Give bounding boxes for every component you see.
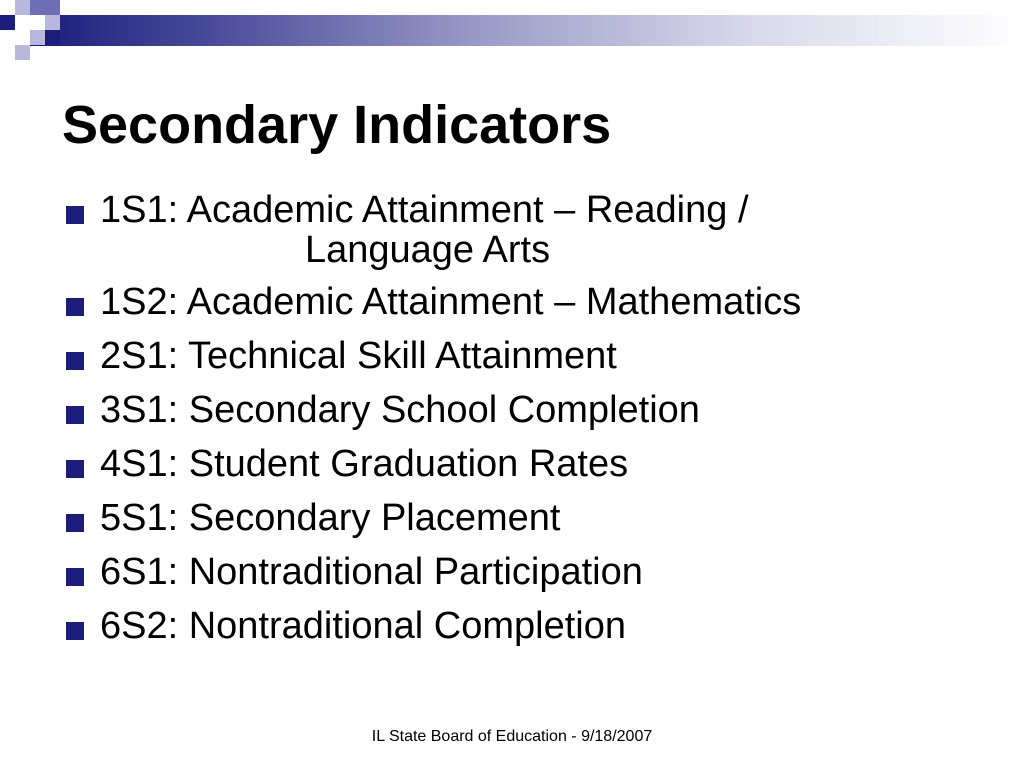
square-bullet-icon: [66, 206, 84, 224]
checker-square: [45, 15, 60, 30]
square-bullet-icon: [66, 568, 84, 586]
checker-square: [15, 45, 30, 60]
list-item-text: 5S1: Secondary Placement: [100, 497, 561, 539]
list-item-text: 4S1: Student Graduation Rates: [100, 443, 629, 485]
square-bullet-icon: [66, 460, 84, 478]
list-item-text: 1S2: Academic Attainment – Mathematics: [100, 281, 802, 323]
list-item: [62, 335, 982, 377]
square-bullet-icon: [66, 514, 84, 532]
square-bullet-icon: [66, 406, 84, 424]
slide-title: Secondary Indicators: [62, 95, 612, 155]
list-item: [62, 551, 982, 593]
header-decoration: [0, 0, 1024, 62]
checker-square: [30, 30, 45, 45]
square-bullet-icon: [66, 298, 84, 316]
header-gradient-bar: [30, 15, 1024, 46]
checker-square: [30, 15, 45, 30]
list-item-continuation: Language Arts: [305, 229, 551, 271]
list-item-text: 1S1: Academic Attainment – Reading /: [100, 189, 749, 231]
checker-square: [15, 0, 30, 15]
list-item: [62, 389, 982, 431]
checker-square: [45, 30, 60, 45]
checker-square: [45, 0, 60, 15]
list-item: [62, 189, 982, 269]
list-item: [62, 281, 982, 323]
list-item: [62, 443, 982, 485]
slide-footer: IL State Board of Education - 9/18/2007: [371, 728, 653, 745]
square-bullet-icon: [66, 352, 84, 370]
list-item: [62, 605, 982, 647]
list-item-text: 6S1: Nontraditional Participation: [100, 551, 643, 593]
square-bullet-icon: [66, 622, 84, 640]
checker-square: [30, 0, 45, 15]
checker-square: [0, 15, 15, 30]
list-item-text: 2S1: Technical Skill Attainment: [100, 335, 617, 377]
list-item-text: 6S2: Nontraditional Completion: [100, 605, 626, 647]
indicator-list: [62, 189, 982, 659]
list-item-text: 3S1: Secondary School Completion: [100, 389, 700, 431]
checker-square: [15, 15, 30, 30]
list-item: [62, 497, 982, 539]
